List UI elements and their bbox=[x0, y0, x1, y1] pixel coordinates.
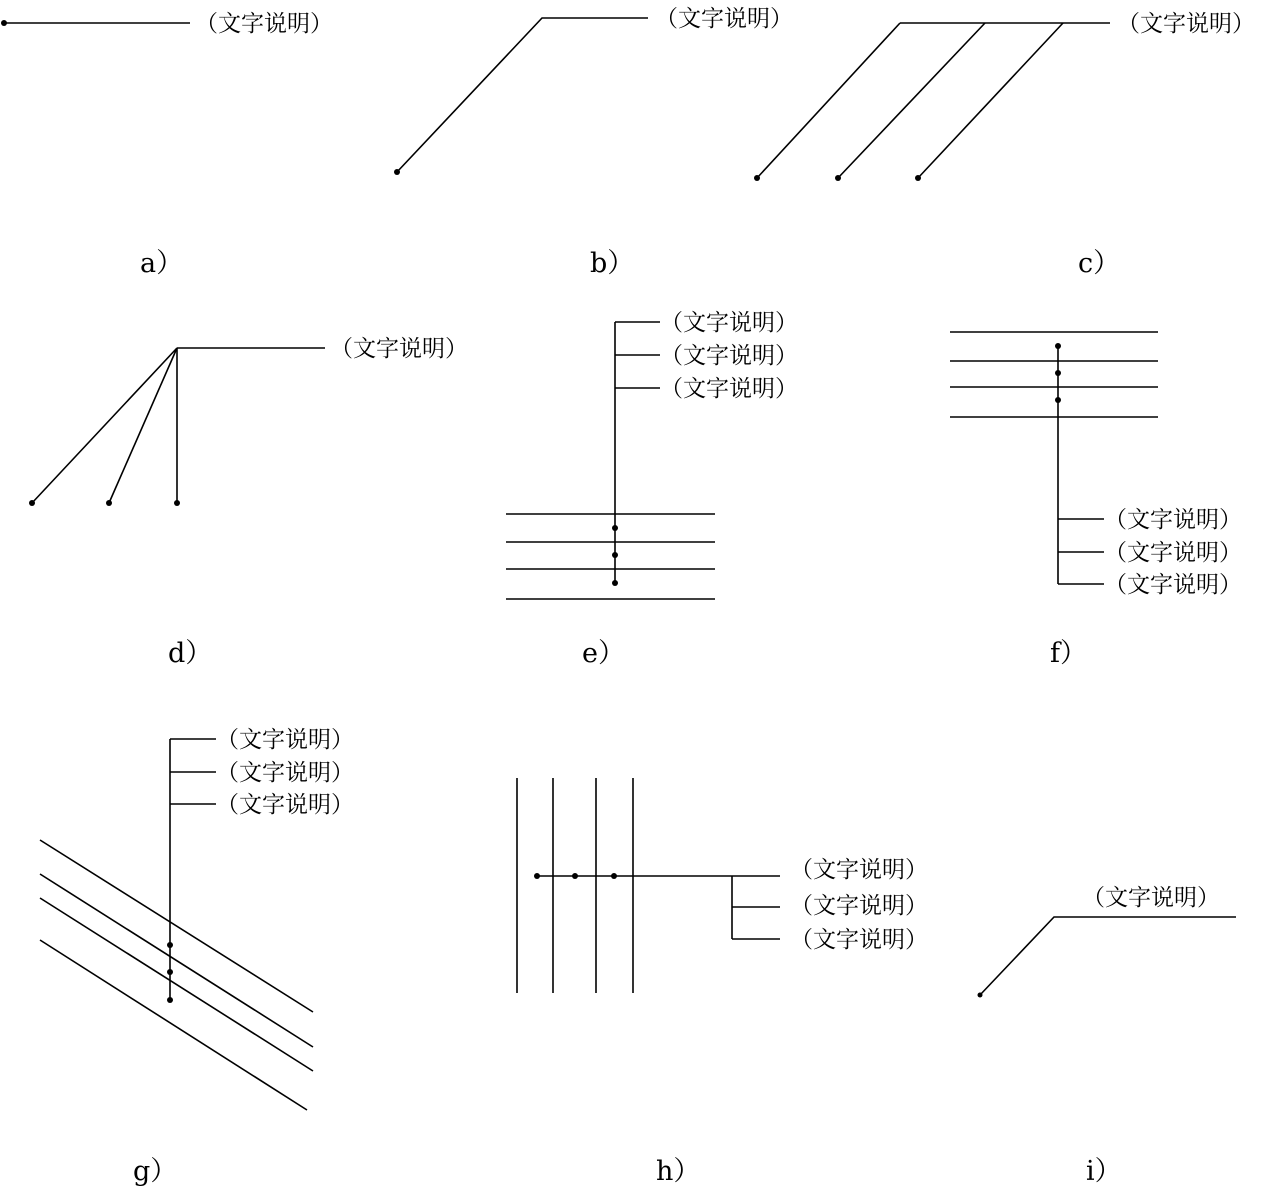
caption-h: h） bbox=[656, 1156, 701, 1187]
note-h-1: （文字说明） bbox=[790, 857, 928, 883]
note-c: （文字说明） bbox=[1117, 11, 1255, 37]
caption-b: b） bbox=[590, 248, 635, 279]
note-f-1: （文字说明） bbox=[1104, 507, 1242, 533]
diagram-g bbox=[40, 727, 354, 1187]
diagram-f bbox=[950, 332, 1242, 669]
note-e-2: （文字说明） bbox=[660, 343, 798, 369]
note-h-2: （文字说明） bbox=[790, 893, 928, 919]
note-i: （文字说明） bbox=[1082, 885, 1220, 911]
note-g-1: （文字说明） bbox=[216, 727, 354, 753]
diagram-a bbox=[1, 11, 333, 279]
note-e-1: （文字说明） bbox=[660, 310, 798, 336]
note-e-3: （文字说明） bbox=[660, 376, 798, 402]
note-g-3: （文字说明） bbox=[216, 792, 354, 818]
caption-i: i） bbox=[1086, 1156, 1122, 1187]
diagram-b bbox=[394, 6, 793, 279]
note-f-2: （文字说明） bbox=[1104, 540, 1242, 566]
diagram-e bbox=[506, 310, 798, 669]
note-h-3: （文字说明） bbox=[790, 927, 928, 953]
caption-d: d） bbox=[168, 638, 213, 669]
note-g-2: （文字说明） bbox=[216, 760, 354, 786]
note-d: （文字说明） bbox=[330, 336, 468, 362]
caption-c: c） bbox=[1078, 248, 1121, 279]
caption-g: g） bbox=[133, 1156, 178, 1187]
caption-a: a） bbox=[140, 248, 184, 279]
diagram-h bbox=[517, 778, 928, 1187]
caption-f: f） bbox=[1050, 638, 1087, 669]
diagram-d bbox=[29, 336, 468, 669]
note-a: （文字说明） bbox=[195, 11, 333, 37]
caption-e: e） bbox=[582, 638, 625, 669]
note-b: （文字说明） bbox=[655, 6, 793, 32]
note-f-3: （文字说明） bbox=[1104, 572, 1242, 598]
diagram-c bbox=[754, 11, 1255, 279]
diagram-i bbox=[978, 885, 1237, 1187]
